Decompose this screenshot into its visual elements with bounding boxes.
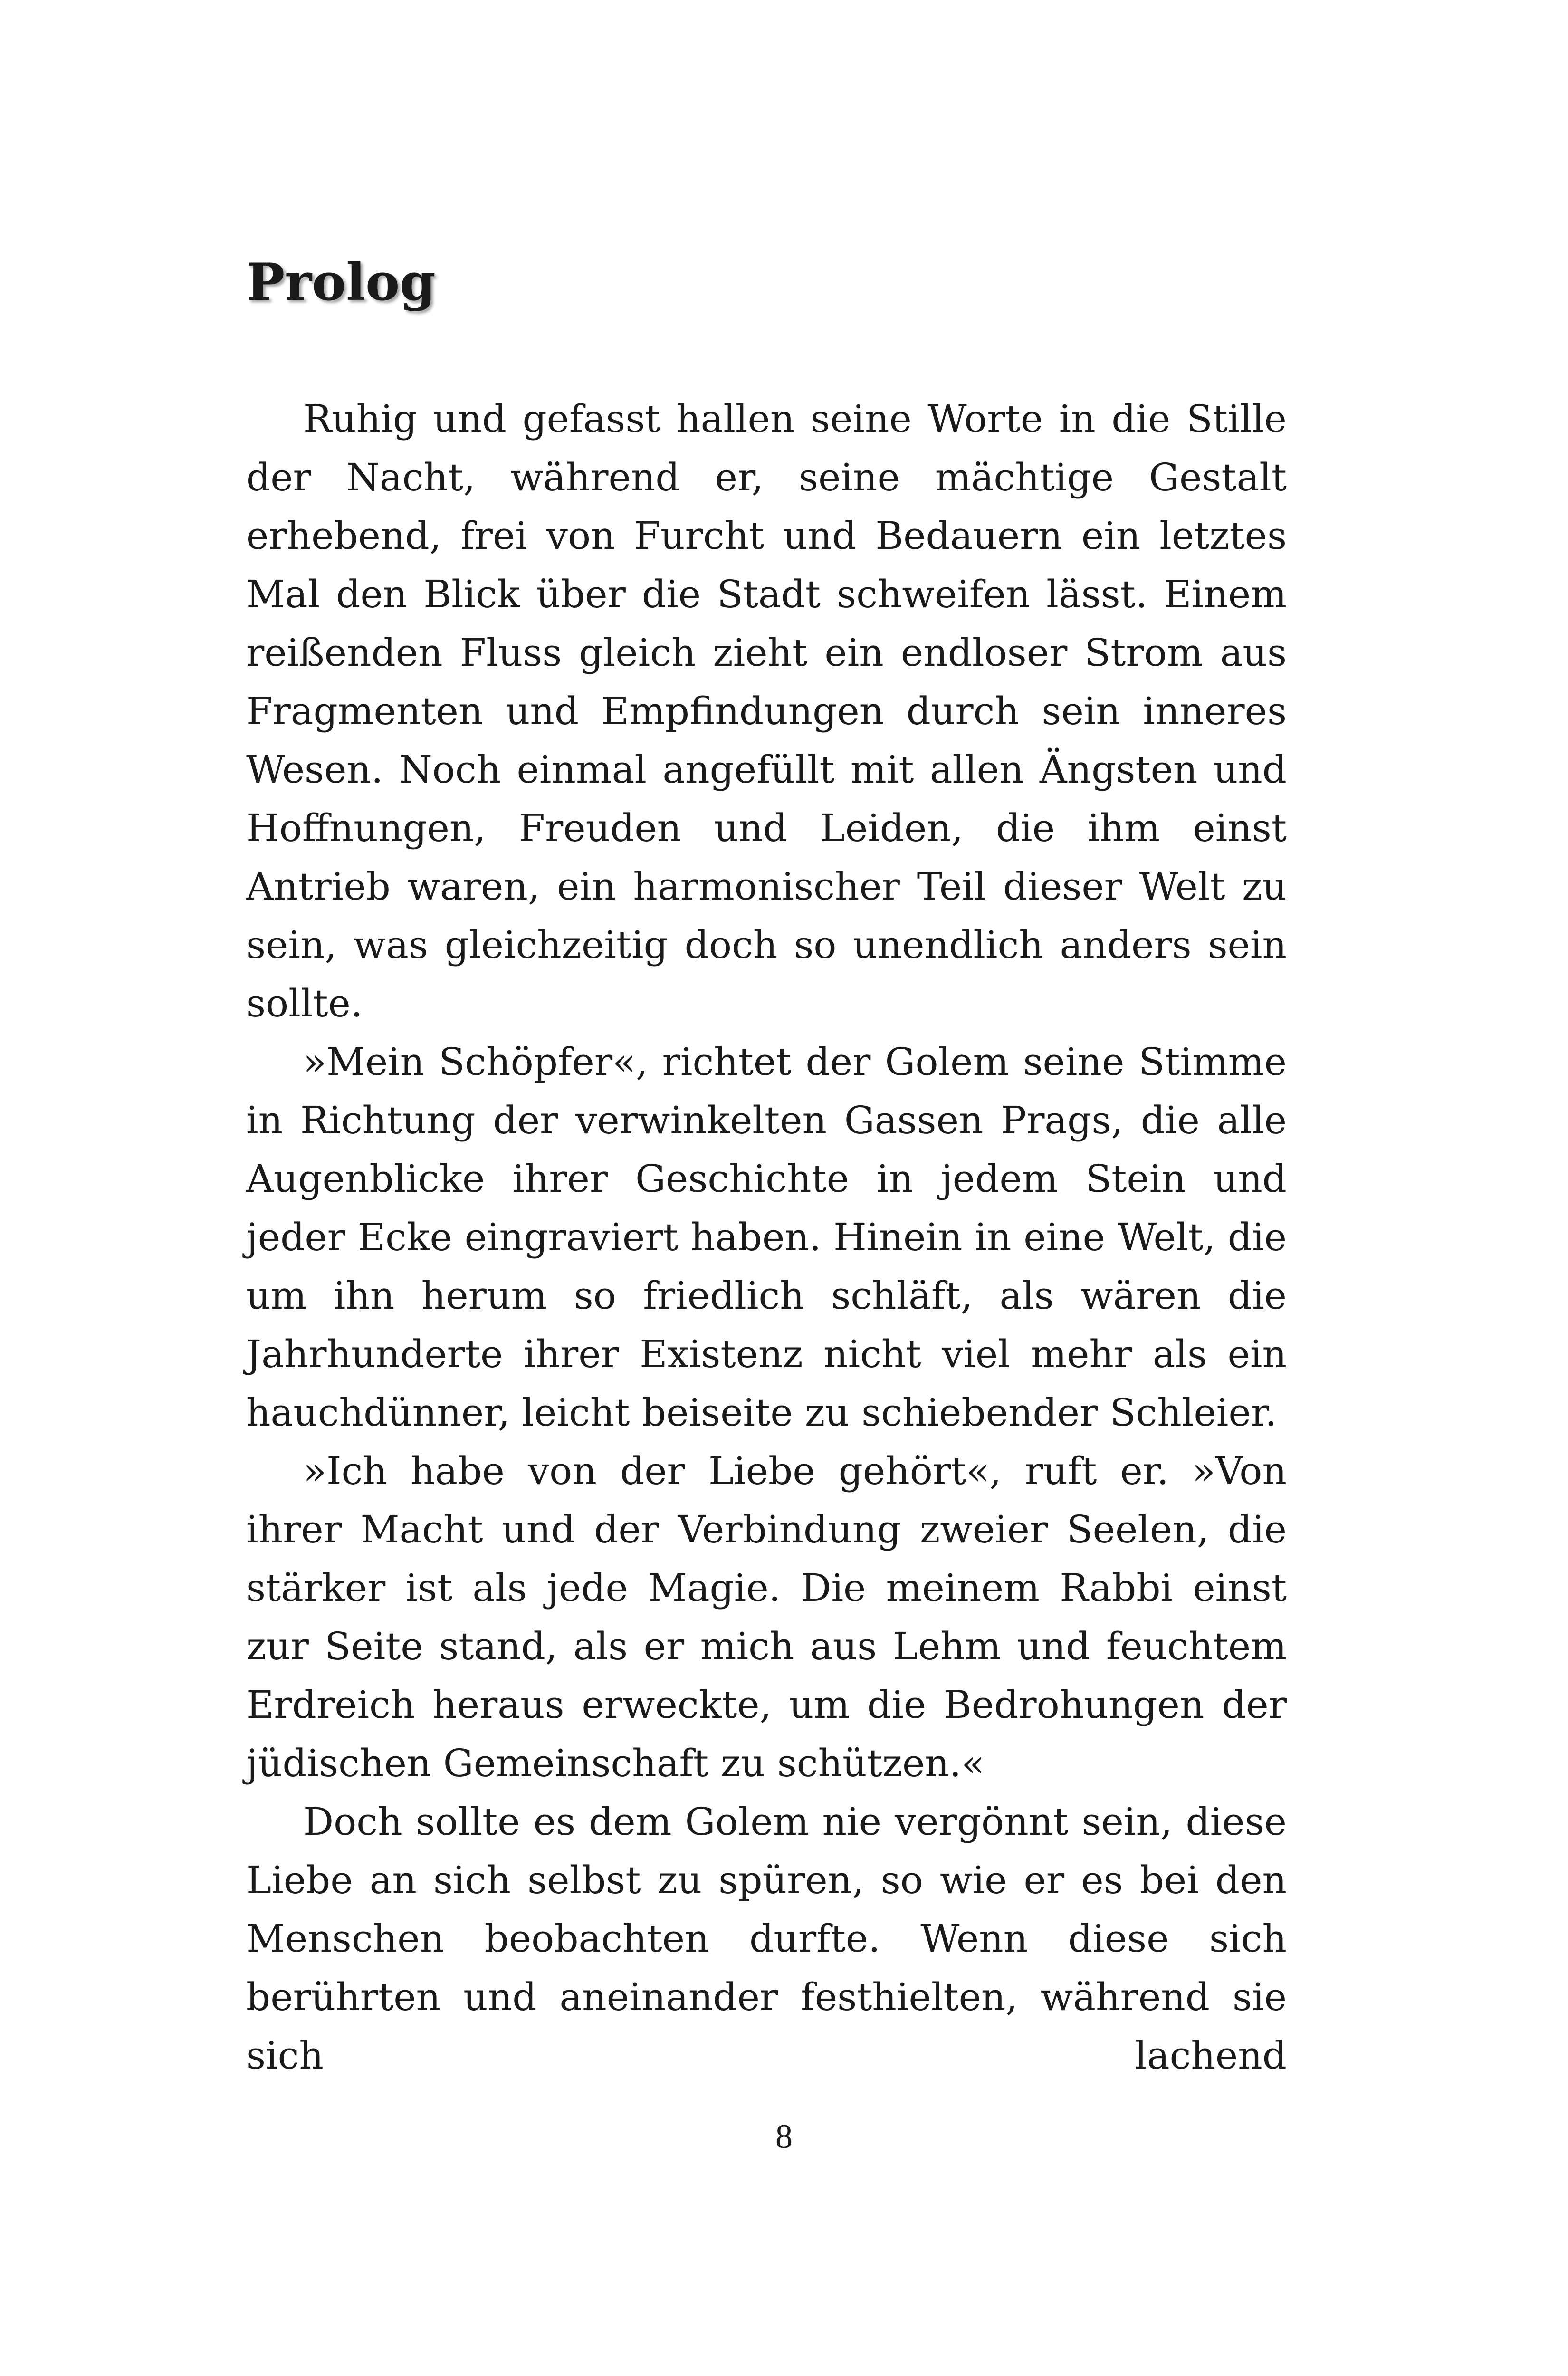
paragraph: Doch sollte es dem Golem nie vergönnt sein, diese Liebe an sich selbst zu spüren, so wie er es bei den Menschen beobachten durfte. Wenn diese sich berührten und aneinander festhielten, während sie sich lachend bbox=[246, 1800, 1287, 2078]
page-number: 8 bbox=[775, 2117, 793, 2156]
chapter-title: Prolog bbox=[246, 252, 436, 312]
paragraph: Ruhig und gefasst hallen seine Worte in die Stille der Nacht, während er, seine mächtige Gestalt erhebend, frei von Furcht und Bedauern ein letztes Mal den Blick über die Stadt schweifen lässt. Einem reißenden Fluss gleich zieht ein endloser Strom aus Fragmenten und Empfindungen durch sein inneres Wesen. Noch einmal angefüllt mit allen Ängsten und Hoffnungen, Freuden und Leiden, die ihm einst Antrieb waren, ein harmonischer Teil dieser Welt zu sein, was gleichzeitig doch so unendlich anders sein sollte. bbox=[246, 397, 1287, 1025]
paragraph: »Ich habe von der Liebe gehört«, ruft er. »Von ihrer Macht und der Verbindung zweier Seelen, die stärker ist als jede Magie. Die meinem Rabbi einst zur Seite stand, als er mich aus Lehm und feuchtem Erdreich heraus erweckte, um die Bedrohungen der jüdischen Gemeinschaft zu schützen.« bbox=[246, 1449, 1287, 1785]
body-text bbox=[246, 390, 1287, 2085]
paragraph: »Mein Schöpfer«, richtet der Golem seine Stimme in Richtung der verwinkelten Gassen Prags, die alle Augenblicke ihrer Geschichte in jedem Stein und jeder Ecke eingraviert haben. Hinein in eine Welt, die um ihn herum so friedlich schläft, als wären die Jahrhunderte ihrer Existenz nicht viel mehr als ein hauchdünner, leicht beiseite zu schiebender Schleier. bbox=[246, 1040, 1287, 1435]
